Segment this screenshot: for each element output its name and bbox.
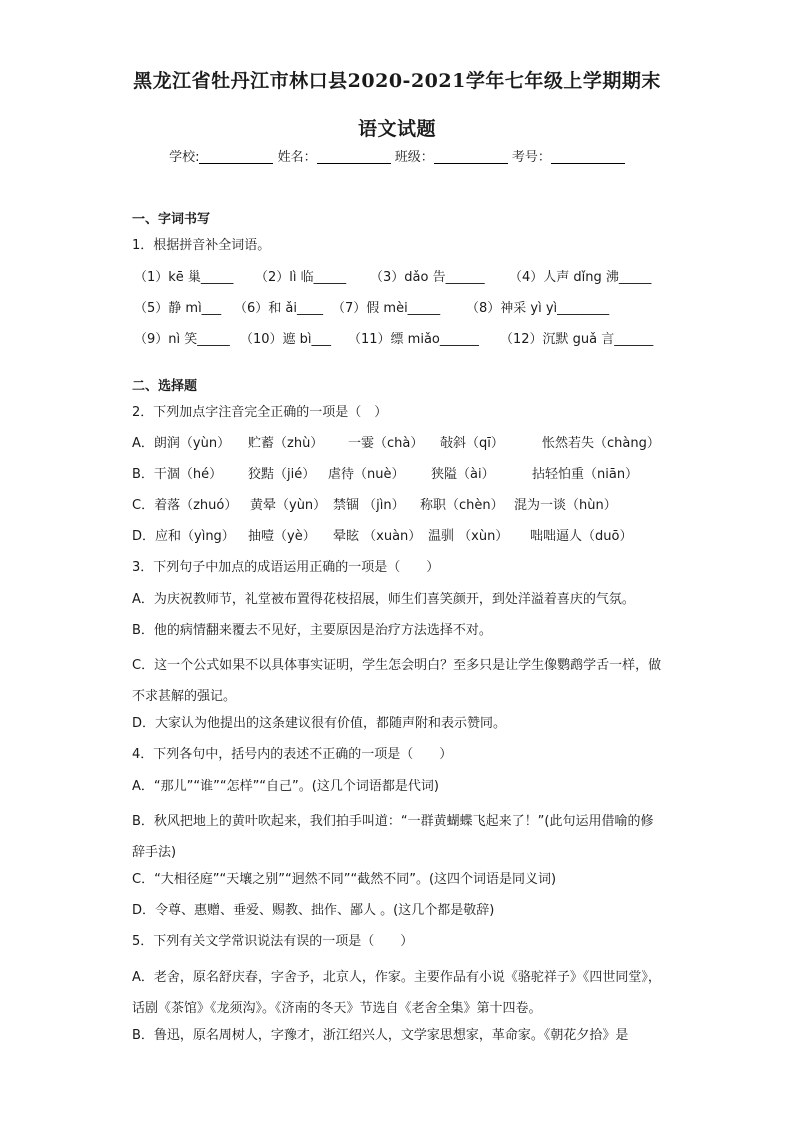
q1-item: （5）静 mì___ (134, 301, 222, 316)
exam-no-label: 考号： (511, 150, 551, 165)
q2-option-c-1: C．着落（zhuó） (132, 498, 238, 513)
q2-option-b-5: 拈轻怕重（niān） (532, 467, 639, 482)
q1-item: （4）人声 dǐng 沸_____ (509, 270, 652, 285)
q1-item: （3）dǎo 告______ (370, 270, 485, 285)
q2-option-a-1: A．朗润（yùn） (132, 436, 231, 451)
q2-option-d-3: 晕眩 （xuàn） (333, 529, 422, 544)
q2-option-c-5: 混为一谈（hùn） (514, 498, 617, 513)
exam-title-line2: 语文试题 (357, 118, 436, 140)
q1-item: （8）神采 yì yì________ (466, 301, 610, 316)
q2-option-c-2: 黄晕（yùn） (250, 498, 327, 513)
q1-item: （6）和 ǎi____ (234, 301, 323, 316)
q2-option-b-2: 狡黠（jié） (248, 467, 316, 482)
q2-option-c-4: 称职（chèn） (420, 498, 504, 513)
name-label: 姓名： (277, 150, 317, 165)
q2-option-b-4: 狭隘（ài） (431, 467, 495, 482)
q5-stem: 5．下列有关文学常识说法有误的一项是（ ） (132, 934, 414, 949)
section2-heading: 二、选择题 (132, 379, 198, 394)
q2-option-a-4: 敧斜（qī） (440, 436, 504, 451)
q4-option-a: A．“那儿”“谁”“怎样”“自己”。(这几个词语都是代词) (132, 779, 439, 794)
q5-option-a: A．老舍，原名舒庆春，字舍予，北京人，作家。主要作品有小说《骆驼祥子》《四世同堂》，话剧《茶馆》《龙须沟》。《济南的冬天》节选自《老舍全集》第十四卷。 (132, 970, 661, 1016)
school-label: 学校: (169, 150, 200, 165)
q1-item: （1）kē 巢_____ (134, 270, 234, 285)
q1-item: （12）沉默 guǎ 言______ (500, 332, 654, 347)
q2-option-a-2: 贮蓄（zhù） (248, 436, 324, 451)
q1-stem: 1．根据拼音补全词语。 (132, 238, 271, 253)
q2-option-d-2: 抽噎（yè） (248, 529, 316, 544)
q1-item: （9）nì 笑_____ (134, 332, 230, 347)
q3-option-b: B．他的病情翻来覆去不见好，主要原因是治疗方法选择不对。 (132, 623, 492, 638)
exam-title-line1: 黑龙江省牡丹江市林口县2020-2021学年七年级上学期期末 (133, 70, 661, 92)
q4-stem: 4．下列各句中，括号内的表述不正确的一项是（ ） (132, 747, 453, 762)
q1-item: （10）遮 bì___ (240, 332, 332, 347)
q4-option-d: D．令尊、惠赠、垂爱、赐教、拙作、鄙人 。(这几个都是敬辞) (132, 903, 495, 918)
q2-option-a-3: 一霎（chà） (348, 436, 424, 451)
q3-option-d: D．大家认为他提出的这条建议很有价值，都随声附和表示赞同。 (132, 716, 507, 731)
q2-option-d-4: 温驯 （xùn） (428, 529, 509, 544)
student-info-row (0, 146, 794, 165)
q1-item: （11）缥 miǎo______ (348, 332, 479, 347)
q2-option-c-3: 禁锢 （jìn） (333, 498, 405, 513)
q1-item: （2）lì 临_____ (255, 270, 347, 285)
q4-option-b: B．秋风把地上的黄叶吹起来，我们拍手叫道：“一群黄蝴蝶飞起来了！”(此句运用借喻的修辞手法) (132, 814, 654, 860)
q2-option-a-5: 怅然若失（chàng） (542, 436, 660, 451)
exam-no-blank[interactable] (551, 149, 625, 164)
q1-item: （7）假 mèi_____ (332, 301, 441, 316)
q5-option-b: B．鲁迅，原名周树人，字豫才，浙江绍兴人，文学家思想家，革命家。《朝花夕拾》是 (132, 1028, 629, 1043)
q4-option-c: C．“大相径庭”“天壤之别”“迥然不同”“截然不同”。(这四个词语是同义词) (132, 872, 557, 887)
q3-stem: 3．下列句子中加点的成语运用正确的一项是（ ） (132, 560, 440, 575)
q2-stem: 2．下列加点字注音完全正确的一项是（ ） (132, 405, 388, 420)
class-label: 班级： (394, 150, 434, 165)
q2-option-b-1: B．干涸（hé） (132, 467, 223, 482)
school-blank[interactable] (199, 149, 273, 164)
q2-option-b-3: 虐待（nuè） (328, 467, 405, 482)
name-blank[interactable] (317, 149, 391, 164)
q2-option-d-5: 咄咄逼人（duō） (530, 529, 633, 544)
q2-option-d-1: D．应和（yìng） (132, 529, 235, 544)
q3-option-c: C．这一个公式如果不以具体事实证明，学生怎会明白？至多只是让学生像鹦鹉学舌一样，做不求甚解的强记。 (132, 658, 662, 704)
q3-option-a: A．为庆祝教师节，礼堂被布置得花枝招展，师生们喜笑颜开，到处洋溢着喜庆的气氛。 (132, 592, 635, 607)
section1-heading: 一、字词书写 (132, 212, 211, 227)
class-blank[interactable] (434, 149, 508, 164)
